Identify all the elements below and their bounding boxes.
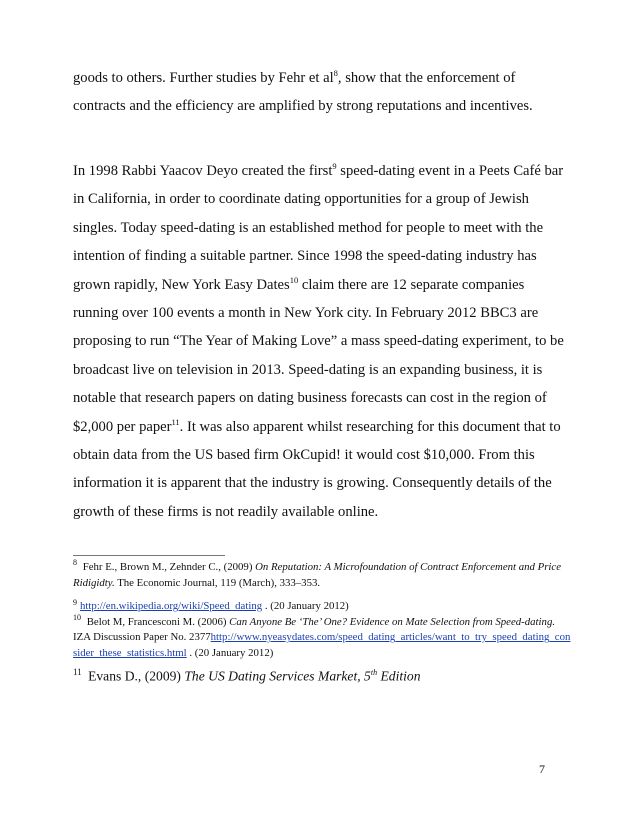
body-paragraph-1 (73, 64, 568, 121)
footnote-text: . (20 January 2012) (186, 646, 274, 659)
footnote-text: . (20 January 2012) (262, 600, 349, 613)
footnote-text: IZA Discussion Paper No. 2377 (73, 631, 211, 644)
footnote-number: 10 (73, 613, 81, 623)
footnote-ref-8[interactable]: 8 (333, 68, 338, 79)
body-paragraph-2 (73, 157, 568, 526)
paragraph-text: In 1998 Rabbi Yaacov Deyo created the first (73, 163, 333, 179)
paragraph-text: , show that the enforcement of contracts and the efficiency are amplified by strong reputations and incentives. (73, 70, 533, 115)
footnote-superscript: th (370, 667, 378, 677)
page-number: 7 (539, 762, 545, 776)
footnote-link[interactable]: http://en.wikipedia.org/wiki/Speed_dating (80, 600, 263, 613)
footnote-title: The US Dating Services Market, 5 (184, 668, 371, 684)
footnotes (73, 560, 573, 685)
paragraph-text: . It was also apparent whilst researching for this document that to obtain data from the US based firm OkCupid! it would cost $10,000. From this information it is apparent that the industry is growing. Consequently details of the growth of these firms is not readily available online. (73, 418, 561, 520)
footnote-text: Fehr E., Brown M., Zehnder C., (2009) (80, 561, 256, 573)
footnote-8 (73, 560, 573, 591)
footnote-ref-9[interactable]: 9 (332, 161, 337, 172)
footnote-text: Evans D., (2009) (84, 668, 185, 684)
footnote-number: 9 (73, 597, 77, 607)
footnote-separator (73, 555, 225, 556)
footnote-link[interactable]: http://www.nyeasydates.com/speed_dating_articles/want_to_try_speed_dating_consider_these_statistics.html (73, 631, 571, 659)
footnote-11 (73, 664, 573, 686)
footnote-text: The Economic Journal, 119 (March), 333–353. (114, 576, 321, 589)
paragraph-text: claim there are 12 separate companies running over 100 events a month in New York city. In February 2012 BBC3 are proposing to run “The Year of Making Love” a mass speed-dating experiment, to be broadcast live on television in 2013. Speed-dating is an expanding business, it is notable that research papers on dating business forecasts can cost in the region of $2,000 per paper (73, 276, 564, 435)
footnote-ref-11[interactable]: 11 (171, 416, 180, 427)
footnote-number: 8 (73, 558, 77, 568)
footnote-ref-10[interactable]: 10 (289, 274, 299, 285)
paragraph-text: speed-dating event in a Peets Café bar in California, in order to coordinate dating opportunities for a group of Jewish singles. Today speed-dating is an established method for people to meet with the intention of finding a suitable partner. Since 1998 the speed-dating industry has grown rapidly, New York Easy Dates (73, 163, 564, 293)
footnote-title: Edition (377, 668, 421, 684)
footnote-9 (73, 599, 573, 615)
footnote-10 (73, 615, 573, 662)
footnote-title: On Reputation: A Microfoundation of Contract Enforcement and Price Ridigidty. (73, 561, 561, 589)
footnote-number: 11 (73, 666, 82, 677)
footnote-text: Belot M, Francesconi M. (2006) (84, 615, 230, 628)
footnote-title: Can Anyone Be ‘The’ One? Evidence on Mate Selection from Speed-dating. (229, 615, 556, 628)
paragraph-text: goods to others. Further studies by Fehr et al (73, 70, 334, 86)
